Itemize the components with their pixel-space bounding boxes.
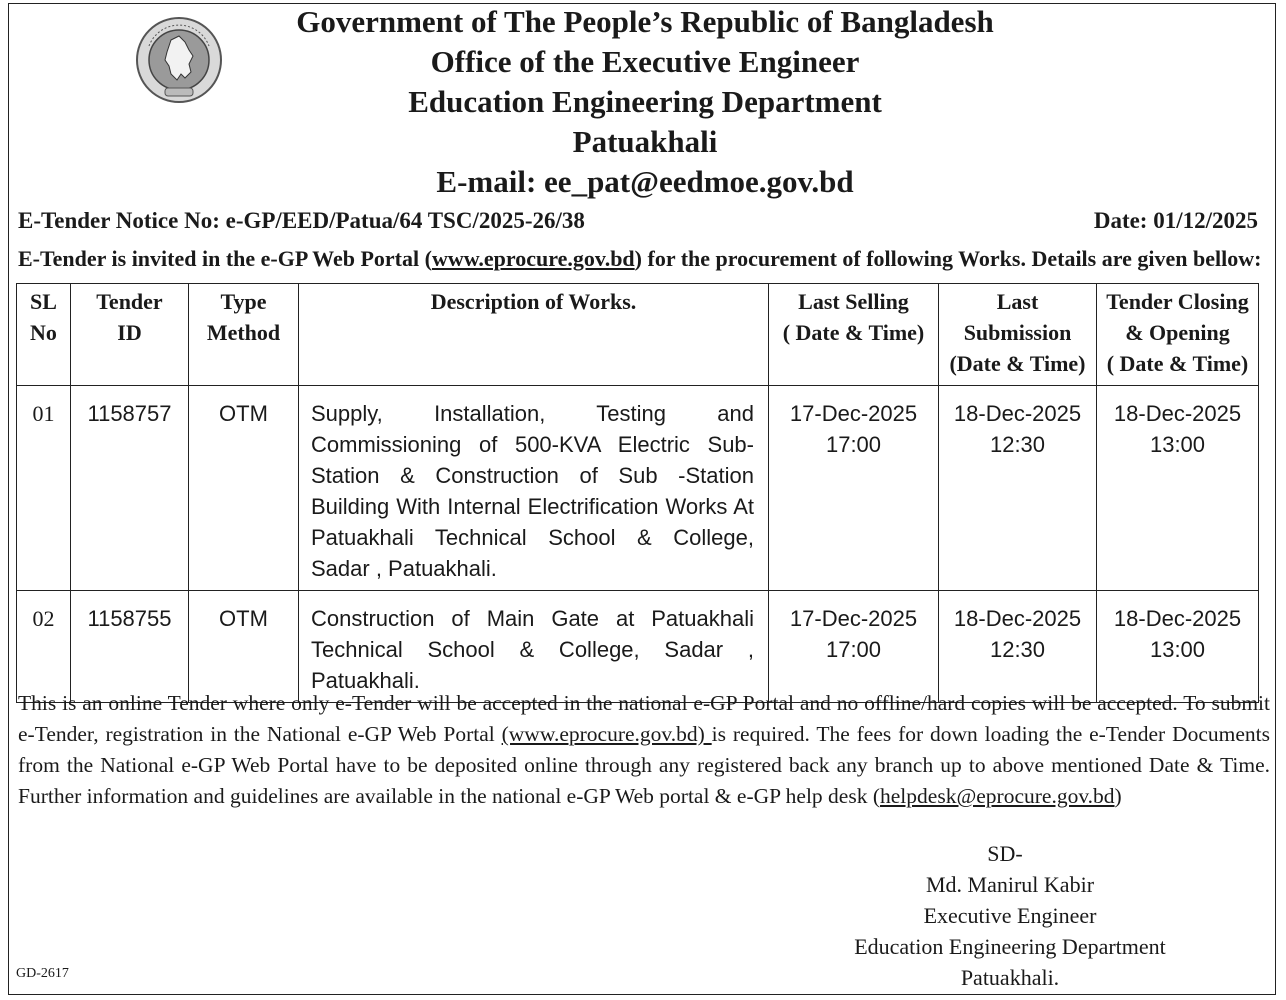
- row-closing: 18-Dec-2025 13:00: [1097, 386, 1259, 591]
- gd-code: GD-2617: [16, 966, 69, 981]
- eprocure-link[interactable]: www.eprocure.gov.bd: [431, 246, 635, 271]
- row-submission: 18-Dec-2025 12:30: [939, 591, 1097, 703]
- header-department: Education Engineering Department: [408, 84, 882, 119]
- row-closing: 18-Dec-2025 13:00: [1097, 591, 1259, 703]
- row-submission: 18-Dec-2025 12:30: [939, 386, 1097, 591]
- row-tender-id: 1158755: [71, 591, 189, 703]
- notice-line: [18, 208, 1258, 234]
- eprocure-footer-link[interactable]: (www.eprocure.gov.bd): [501, 722, 712, 746]
- government-seal-icon: [135, 16, 223, 104]
- instructions-paragraph: This is an online Tender where only e-Tender will be accepted in the national e-GP Portal and no offline/hard copies will be accepted. To submit e-Tender, registration in the National e-GP Web Portal (www.eprocure.gov.bd) is required. The fees for down loading the e-Tender Documents from the National e-GP Web Portal have to be deposited online through any registered back any branch up to above mentioned Date & Time. Further information and guidelines are available in the national e-GP Web portal & e-GP help desk (helpdesk@eprocure.gov.bd): [18, 691, 1270, 808]
- header-location: Patuakhali: [572, 124, 718, 159]
- header-government: Government of The People’s Republic of Bangladesh: [296, 4, 994, 39]
- invite-before: E-Tender is invited in the e-GP Web Portal (: [18, 246, 432, 271]
- helpdesk-email-link[interactable]: helpdesk@eprocure.gov.bd: [880, 784, 1115, 808]
- signature-place: Patuakhali.: [960, 965, 1060, 990]
- invitation-text: [18, 246, 1268, 272]
- row-selling: 17-Dec-2025 17:00: [769, 591, 939, 703]
- signature-department: Education Engineering Department: [854, 934, 1166, 959]
- signature-title: Executive Engineer: [923, 903, 1097, 928]
- header-type-method: Type Method: [189, 284, 299, 386]
- table-row: [17, 386, 1259, 591]
- notice-number: E-Tender Notice No: e-GP/EED/Patua/64 TSC/2025-26/38: [18, 208, 585, 233]
- header-sl: SL No: [17, 284, 71, 386]
- table-header-row: [17, 284, 1259, 386]
- header-last-selling: Last Selling ( Date & Time): [769, 284, 939, 386]
- header-tender-id: Tender ID: [71, 284, 189, 386]
- header-office: Office of the Executive Engineer: [430, 44, 860, 79]
- invite-after: ) for the procurement of following Works. Details are given bellow:: [634, 246, 1262, 271]
- row-type: OTM: [189, 591, 299, 703]
- row-sl: 02: [17, 591, 71, 703]
- signature-name: Md. Manirul Kabir: [925, 872, 1095, 897]
- row-selling: 17-Dec-2025 17:00: [769, 386, 939, 591]
- row-sl: 01: [17, 386, 71, 591]
- header-description: Description of Works.: [299, 284, 769, 386]
- works-table: [16, 283, 1259, 703]
- signature-sd: SD-: [987, 841, 1023, 866]
- row-type: OTM: [189, 386, 299, 591]
- notice-date: Date: 01/12/2025: [1093, 208, 1258, 233]
- header-last-submission: Last Submission (Date & Time): [939, 284, 1097, 386]
- row-description: Supply, Installation, Testing and Commissioning of 500-KVA Electric Sub-Station & Construction of Sub -Station Building With Internal Electrification Works At Patuakhali Technical School & College, Sadar , Patuakhali.: [299, 386, 769, 591]
- row-tender-id: 1158757: [71, 386, 189, 591]
- header-email: E-mail: ee_pat@eedmoe.gov.bd: [436, 164, 854, 199]
- table-row: [17, 591, 1259, 703]
- header-closing-opening: Tender Closing & Opening ( Date & Time): [1097, 284, 1259, 386]
- row-description: Construction of Main Gate at Patuakhali Technical School & College, Sadar , Patuakhali.: [299, 591, 769, 703]
